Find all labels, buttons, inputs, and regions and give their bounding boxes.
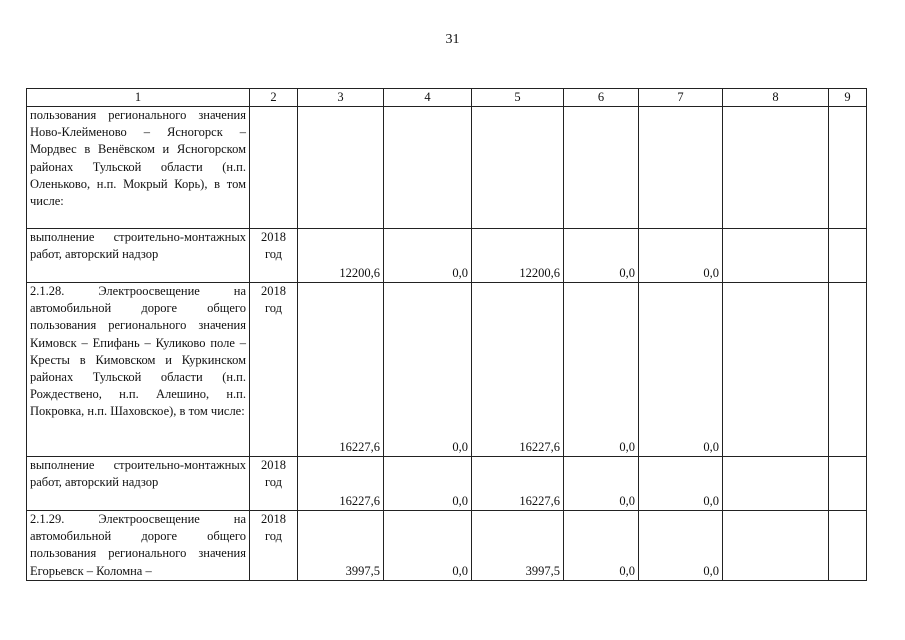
item-description: выполнение строительно-монтажных работ, авторский надзор	[27, 229, 250, 283]
table-row	[27, 283, 867, 457]
item-description: 2.1.29. Электроосвещение на автомобильной дороге общего пользования регионального значения Егорьевск – Коломна –	[27, 511, 250, 581]
item-year: 2018 год	[250, 229, 298, 283]
value-col9	[829, 283, 867, 457]
value-col3: 16227,6	[298, 283, 384, 457]
value-col9	[829, 457, 867, 511]
value-col3: 3997,5	[298, 511, 384, 581]
value-col8	[723, 283, 829, 457]
item-description: выполнение строительно-монтажных работ, авторский надзор	[27, 457, 250, 511]
value-col4: 0,0	[384, 229, 472, 283]
value-col4: 0,0	[384, 457, 472, 511]
table-row	[27, 457, 867, 511]
value-col4: 0,0	[384, 283, 472, 457]
value-col5: 3997,5	[472, 511, 564, 581]
value-col7: 0,0	[639, 511, 723, 581]
column-header: 1	[27, 89, 250, 107]
column-header: 4	[384, 89, 472, 107]
budget-table	[26, 88, 867, 581]
item-year	[250, 107, 298, 229]
value-col3	[298, 107, 384, 229]
item-year: 2018 год	[250, 457, 298, 511]
item-description: пользования регионального значения Ново-Клейменово – Ясногорск – Мордвес в Венёвском и Ясногорском районах Тульской области (н.п. Оленьково, н.п. Мокрый Корь), в том числе:	[27, 107, 250, 229]
value-col3: 12200,6	[298, 229, 384, 283]
column-header: 2	[250, 89, 298, 107]
value-col9	[829, 107, 867, 229]
value-col7: 0,0	[639, 229, 723, 283]
value-col6	[564, 107, 639, 229]
value-col7	[639, 107, 723, 229]
value-col5: 16227,6	[472, 283, 564, 457]
page-number: 31	[445, 32, 460, 47]
value-col8	[723, 229, 829, 283]
value-col4: 0,0	[384, 511, 472, 581]
value-col6: 0,0	[564, 511, 639, 581]
value-col5	[472, 107, 564, 229]
value-col6: 0,0	[564, 229, 639, 283]
value-col7: 0,0	[639, 283, 723, 457]
value-col4	[384, 107, 472, 229]
column-header: 7	[639, 89, 723, 107]
column-header: 6	[564, 89, 639, 107]
column-header: 9	[829, 89, 867, 107]
value-col9	[829, 229, 867, 283]
column-number-row	[27, 89, 867, 107]
value-col8	[723, 511, 829, 581]
table-row	[27, 107, 867, 229]
value-col5: 12200,6	[472, 229, 564, 283]
value-col3: 16227,6	[298, 457, 384, 511]
value-col6: 0,0	[564, 283, 639, 457]
column-header: 3	[298, 89, 384, 107]
value-col7: 0,0	[639, 457, 723, 511]
table-row	[27, 511, 867, 581]
item-year: 2018 год	[250, 511, 298, 581]
value-col8	[723, 457, 829, 511]
value-col5: 16227,6	[472, 457, 564, 511]
table-row	[27, 229, 867, 283]
value-col6: 0,0	[564, 457, 639, 511]
item-year: 2018 год	[250, 283, 298, 457]
column-header: 5	[472, 89, 564, 107]
column-header: 8	[723, 89, 829, 107]
item-description: 2.1.28. Электроосвещение на автомобильной дороге общего пользования регионального значения Кимовск – Епифань – Куликово поле – Кресты в Кимовском и Куркинском районах Тульской области (н.п. Рождествено, н.п. Алешино, н.п. Покровка, н.п. Шаховское), в том числе:	[27, 283, 250, 457]
value-col9	[829, 511, 867, 581]
value-col8	[723, 107, 829, 229]
